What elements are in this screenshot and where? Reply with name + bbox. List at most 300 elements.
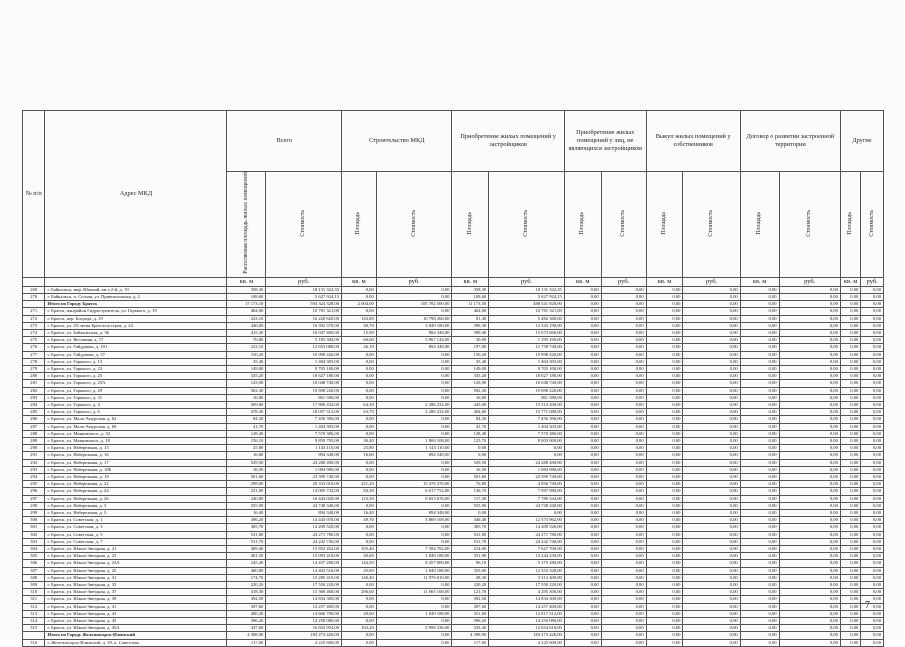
value-cell: 0,00 — [601, 380, 646, 387]
value-cell: 0,00 — [861, 394, 884, 401]
value-cell: 0,00 — [840, 394, 860, 401]
value-cell: 0,00 — [740, 430, 779, 437]
value-cell: 0,00 — [779, 351, 840, 358]
address-cell: г. Братск, ул. Южно-Звездная, д. 39 — [45, 596, 227, 603]
value-cell: 335,20 — [227, 373, 266, 380]
value-cell: 0,00 — [861, 358, 884, 365]
value-cell: 0,00 — [840, 524, 860, 531]
value-cell: 0,00 — [601, 567, 646, 574]
value-cell: 0,00 — [564, 567, 601, 574]
value-cell: 0,00 — [840, 358, 860, 365]
table-row — [23, 618, 884, 625]
value-cell: 15 852 452,00 — [266, 546, 342, 553]
value-cell: 0,00 — [840, 567, 860, 574]
value-cell: 0,00 — [779, 560, 840, 567]
address-cell: г. Братск, ул. Горького, д. 6 — [45, 409, 227, 416]
value-cell: 30,40 — [342, 438, 377, 445]
value-cell: 7 627 700,00 — [489, 546, 565, 553]
value-cell: 0,00 — [840, 301, 860, 308]
value-cell: 149,00 — [452, 365, 489, 372]
value-cell: 346,40 — [452, 517, 489, 524]
value-cell: 11 976 010,00 — [376, 574, 452, 581]
value-cell: 0,00 — [646, 639, 683, 646]
value-cell: 0,00 — [601, 538, 646, 545]
value-cell: 0,00 — [564, 582, 601, 589]
table-row — [23, 430, 884, 437]
table-row — [23, 488, 884, 495]
value-cell: 0,00 — [740, 459, 779, 466]
table-row — [23, 373, 884, 380]
value-cell: 0,00 — [740, 567, 779, 574]
value-cell: 3 967 144,00 — [376, 337, 452, 344]
unit-cell: руб. — [601, 277, 646, 286]
value-cell: 0,00 — [779, 430, 840, 437]
value-cell: 0,00 — [646, 610, 683, 617]
row-number-cell: 303 — [23, 538, 45, 545]
value-cell: 221,20 — [342, 481, 377, 488]
value-cell: 3 869 108,00 — [376, 517, 452, 524]
row-number-cell: 313 — [23, 610, 45, 617]
value-cell: 0,00 — [683, 553, 740, 560]
address-cell: г. Братск, ул. Горького, д. 25А — [45, 380, 227, 387]
value-cell: 15 673 060,00 — [489, 329, 565, 336]
value-cell: 0,00 — [779, 567, 840, 574]
value-cell: 4 225 600,00 — [489, 639, 565, 646]
value-cell: 0,00 — [342, 430, 377, 437]
value-cell: 0,00 — [564, 452, 601, 459]
value-cell: 0,00 — [342, 502, 377, 509]
value-cell: 0,00 — [683, 315, 740, 322]
row-number-cell: 308 — [23, 574, 45, 581]
value-cell: 223,10 — [227, 344, 266, 351]
value-cell: 0,00 — [376, 358, 452, 365]
value-cell: 11 065 168,00 — [376, 589, 452, 596]
value-cell: 0,00 — [840, 582, 860, 589]
value-cell: 0,00 — [840, 625, 860, 632]
value-cell: 0,00 — [840, 553, 860, 560]
value-cell: 0,00 — [683, 582, 740, 589]
value-cell: 0,00 — [779, 416, 840, 423]
value-cell: 0,00 — [601, 632, 646, 639]
value-cell: 0,00 — [646, 322, 683, 329]
value-cell: 0,00 — [840, 308, 860, 315]
value-cell: 0,00 — [376, 466, 452, 473]
value-cell: 0,00 — [342, 351, 377, 358]
value-cell: 0,00 — [861, 553, 884, 560]
value-cell: 0,00 — [564, 618, 601, 625]
value-cell: 0,00 — [601, 510, 646, 517]
value-cell: 12 817 512,00 — [489, 610, 565, 617]
value-cell: 0,00 — [376, 618, 452, 625]
value-cell: 0,00 — [683, 373, 740, 380]
value-cell: 4 956 740,00 — [489, 481, 565, 488]
value-cell: 0,00 — [646, 474, 683, 481]
value-cell: 418,30 — [227, 589, 266, 596]
value-cell: 0,00 — [376, 387, 452, 394]
value-cell: 0,00 — [601, 351, 646, 358]
value-cell: 0,00 — [564, 438, 601, 445]
value-cell: 0,00 — [861, 524, 884, 531]
value-cell: 0,00 — [601, 603, 646, 610]
value-cell: 0,00 — [740, 538, 779, 545]
address-cell: г. Братск, ул. Мало-Амурская, д. 62 — [45, 416, 227, 423]
table-row — [23, 401, 884, 408]
value-cell: 0,00 — [779, 308, 840, 315]
value-cell: 0,00 — [779, 373, 840, 380]
value-cell: 14 437 280,00 — [266, 560, 342, 567]
value-cell: 397,60 — [452, 603, 489, 610]
table-row — [23, 625, 884, 632]
value-cell: 861 580,00 — [266, 394, 342, 401]
value-cell: 14 257 400,00 — [489, 603, 565, 610]
row-number-cell: 315 — [23, 625, 45, 632]
value-cell: 400,80 — [227, 567, 266, 574]
table-row — [23, 560, 884, 567]
value-cell: 0,00 — [646, 632, 683, 639]
value-cell: 0,00 — [601, 553, 646, 560]
value-cell: 0,00 — [740, 329, 779, 336]
value-cell: 0,00 — [840, 466, 860, 473]
row-number-cell: 304 — [23, 546, 45, 553]
value-cell: 220,20 — [227, 582, 266, 589]
value-cell: 0,00 — [861, 380, 884, 387]
value-cell: 0,00 — [840, 538, 860, 545]
value-cell: 0,00 — [779, 474, 840, 481]
value-cell: 84,30 — [452, 416, 489, 423]
value-cell: 0,00 — [740, 502, 779, 509]
value-cell: 401,50 — [227, 553, 266, 560]
row-number-cell: 286 — [23, 416, 45, 423]
value-cell: 531,80 — [227, 531, 266, 538]
value-cell: 0,00 — [683, 524, 740, 531]
value-cell: 0,00 — [840, 481, 860, 488]
value-cell: 0,00 — [601, 481, 646, 488]
address-cell: г. Братск, ул. Набережная, д. 3 — [45, 502, 227, 509]
value-cell: 0,00 — [861, 495, 884, 502]
value-cell: 478,30 — [227, 409, 266, 416]
value-cell: 0,00 — [601, 517, 646, 524]
table-row — [23, 517, 884, 524]
value-cell: 0,00 — [646, 423, 683, 430]
value-cell: 0,00 — [840, 632, 860, 639]
value-cell: 0,00 — [683, 351, 740, 358]
value-cell: 0,00 — [779, 394, 840, 401]
value-cell: 0,00 — [564, 344, 601, 351]
value-cell: 0,00 — [683, 567, 740, 574]
address-cell: г. Братск, ул. Набережная, д. 18 — [45, 474, 227, 481]
value-cell: 0,00 — [683, 301, 740, 308]
value-cell: 0,00 — [840, 373, 860, 380]
value-cell: 0,00 — [683, 474, 740, 481]
value-cell: 0,00 — [779, 488, 840, 495]
value-cell: 0,00 — [861, 488, 884, 495]
address-cell: г. Братск, ул. Набережная, д. 5 — [45, 510, 227, 517]
value-cell: 0,00 — [564, 510, 601, 517]
value-cell: 156,10 — [227, 438, 266, 445]
value-cell: 30,00 — [452, 337, 489, 344]
value-cell: 28,30 — [452, 574, 489, 581]
value-cell: 1 143 110,00 — [266, 445, 342, 452]
table-row — [23, 502, 884, 509]
col-construction-header: Строительство МКД — [342, 111, 452, 172]
value-cell: 0,00 — [376, 394, 452, 401]
value-cell: 0,00 — [376, 596, 452, 603]
value-cell: 8 653 676,00 — [376, 495, 452, 502]
value-cell: 894 348,00 — [376, 344, 452, 351]
value-cell: 2 286 232,00 — [376, 401, 452, 408]
value-cell: 0,00 — [601, 531, 646, 538]
value-cell: 0,00 — [683, 322, 740, 329]
row-number-cell: 297 — [23, 495, 45, 502]
value-cell: 183 273 426,00 — [489, 632, 565, 639]
value-cell: 0,00 — [683, 344, 740, 351]
address-cell: г. Братск, ул. Южно-Звездная, д. 37 — [45, 589, 227, 596]
row-number-cell: 270 — [23, 293, 45, 300]
value-cell: 0,00 — [376, 308, 452, 315]
value-cell: 5 627 924,15 — [266, 293, 342, 300]
value-cell: 1 404 305,00 — [266, 423, 342, 430]
value-cell: 0,00 — [861, 286, 884, 293]
value-cell: 0,00 — [646, 567, 683, 574]
value-cell: 7 570 386,00 — [266, 430, 342, 437]
value-cell: 221,00 — [227, 488, 266, 495]
value-cell: 0,00 — [564, 517, 601, 524]
value-cell: 0,00 — [779, 438, 840, 445]
value-cell: 0,00 — [740, 322, 779, 329]
value-cell: 0,00 — [740, 546, 779, 553]
value-cell: 0,00 — [601, 358, 646, 365]
address-cell: г. Братск, ул. Маяковского, д. 18 — [45, 438, 227, 445]
value-cell: 14 209 520,00 — [266, 524, 342, 531]
value-cell: 0,00 — [840, 502, 860, 509]
unit-cell: руб. — [489, 277, 565, 286]
value-cell: 0,00 — [564, 308, 601, 315]
address-cell: г. Братск, ул. Маяковского, д. 33 — [45, 430, 227, 437]
value-cell: 0,00 — [740, 358, 779, 365]
value-cell: 0,00 — [840, 387, 860, 394]
value-cell: 0,00 — [740, 438, 779, 445]
value-cell: 0,00 — [489, 510, 565, 517]
value-cell: 0,00 — [646, 293, 683, 300]
subheader-area: Площадь — [342, 172, 377, 278]
value-cell: 20 333 016,00 — [266, 481, 342, 488]
value-cell: 7 394 782,00 — [376, 546, 452, 553]
subheader-cost: Стоимость — [683, 172, 740, 278]
value-cell: 0,00 — [452, 510, 489, 517]
value-cell: 1 404 305,00 — [489, 423, 565, 430]
value-cell: 0,00 — [683, 452, 740, 459]
value-cell: 143,90 — [452, 380, 489, 387]
value-cell: 0,00 — [601, 502, 646, 509]
value-cell: 0,00 — [779, 459, 840, 466]
value-cell: 0,00 — [683, 481, 740, 488]
value-cell: 0,00 — [646, 618, 683, 625]
value-cell: 0,00 — [342, 286, 377, 293]
value-cell: 0,00 — [601, 639, 646, 646]
value-cell: 0,00 — [740, 610, 779, 617]
value-cell: 14 402 516,00 — [266, 567, 342, 574]
value-cell: 26,10 — [342, 344, 377, 351]
table-row — [23, 639, 884, 646]
value-cell: 0,00 — [840, 322, 860, 329]
value-cell: 6 017 752,00 — [376, 488, 452, 495]
value-cell: 0,00 — [683, 401, 740, 408]
value-cell: 0,00 — [601, 488, 646, 495]
value-cell: 0,00 — [683, 394, 740, 401]
value-cell: 0,00 — [601, 315, 646, 322]
value-cell: 0,00 — [779, 380, 840, 387]
value-cell: 0,00 — [601, 452, 646, 459]
row-number-cell: 299 — [23, 510, 45, 517]
value-cell: 0,00 — [861, 517, 884, 524]
value-cell: 12 653 088,00 — [266, 344, 342, 351]
value-cell: 0,00 — [646, 409, 683, 416]
value-cell: 0,00 — [861, 574, 884, 581]
value-cell: 3 849 180,00 — [376, 322, 452, 329]
value-cell: 0,00 — [740, 517, 779, 524]
value-cell: 0,00 — [740, 308, 779, 315]
value-cell: 0,00 — [683, 409, 740, 416]
value-cell: 0,00 — [646, 358, 683, 365]
value-cell: 17 550 220,00 — [489, 582, 565, 589]
table-row — [23, 286, 884, 293]
value-cell: 0,00 — [683, 546, 740, 553]
value-cell: 0,00 — [564, 293, 601, 300]
value-cell: 0,00 — [779, 387, 840, 394]
table-row — [23, 301, 884, 308]
value-cell: 0,00 — [564, 301, 601, 308]
address-cell: г. Братск, ул. Весенняя, д. 17 — [45, 337, 227, 344]
value-cell: 14 250 080,00 — [489, 618, 565, 625]
value-cell: 12 543 190,00 — [489, 322, 565, 329]
value-cell: 0,00 — [683, 610, 740, 617]
value-cell: 0,00 — [342, 308, 377, 315]
value-cell: 0,00 — [683, 603, 740, 610]
value-cell: 0,00 — [683, 459, 740, 466]
address-cell: г. Байкальск, мкр. Южный, кв-л 2-й, д. 19 — [45, 286, 227, 293]
value-cell: 0,00 — [646, 481, 683, 488]
value-cell: 0,00 — [342, 387, 377, 394]
value-cell: 0,00 — [779, 322, 840, 329]
value-cell: 501,60 — [452, 474, 489, 481]
value-cell: 0,00 — [646, 625, 683, 632]
subheader-area: Площадь — [840, 172, 860, 278]
address-cell: г. Братск, ул. Южно-Звездная, д. 41 — [45, 603, 227, 610]
table-body — [23, 277, 884, 646]
value-cell: 0,00 — [840, 452, 860, 459]
value-cell: 0,00 — [683, 329, 740, 336]
value-cell: 84,30 — [227, 416, 266, 423]
value-cell: 2 286 232,00 — [376, 409, 452, 416]
value-cell: 12 654 618,00 — [489, 625, 565, 632]
value-cell: 0,00 — [564, 502, 601, 509]
value-cell: 0,00 — [564, 466, 601, 473]
value-cell: 529,50 — [452, 459, 489, 466]
row-number-cell: 306 — [23, 560, 45, 567]
value-cell: 23 399 740,00 — [489, 474, 565, 481]
value-cell: 18 627 180,00 — [489, 373, 565, 380]
table-row — [23, 329, 884, 336]
value-cell: 7 987 980,00 — [489, 488, 565, 495]
value-cell: 0,00 — [564, 574, 601, 581]
table-row — [23, 308, 884, 315]
address-cell: г. Братск, ул. Южно-Звездная, д. 45А — [45, 625, 227, 632]
value-cell: 0,00 — [779, 596, 840, 603]
value-cell: 0,00 — [840, 488, 860, 495]
unit-cell: руб. — [861, 277, 884, 286]
value-cell: 0,00 — [683, 560, 740, 567]
value-cell: 1 869 108,00 — [376, 438, 452, 445]
row-number-cell: 284 — [23, 401, 45, 408]
value-cell: 0,00 — [861, 546, 884, 553]
value-cell: 594 324 328,00 — [266, 301, 342, 308]
subheader-cost: Стоимость — [779, 172, 840, 278]
value-cell: 197,00 — [452, 344, 489, 351]
value-cell: 0,00 — [683, 632, 740, 639]
col-development-contract-header: Договор о развитии застроенной территории — [740, 111, 840, 172]
value-cell: 0,00 — [840, 560, 860, 567]
value-cell: 531,70 — [452, 538, 489, 545]
table-row — [23, 380, 884, 387]
col-total-header: Всего — [227, 111, 342, 172]
value-cell: 16,80 — [227, 394, 266, 401]
value-cell: 5 175 280,00 — [489, 560, 565, 567]
address-cell: г. Братск, ул. Набережная, д. 26 — [45, 495, 227, 502]
value-cell: 396,20 — [227, 517, 266, 524]
row-number-cell: 282 — [23, 387, 45, 394]
value-cell: 0,00 — [861, 596, 884, 603]
address-cell: г. Братск, ул. Набережная, д. 16 — [45, 452, 227, 459]
value-cell: 0,00 — [861, 438, 884, 445]
value-cell: 0,00 — [601, 495, 646, 502]
address-cell: г. Братск, ул. Горького, д. 25 — [45, 373, 227, 380]
units-row — [23, 277, 884, 286]
value-cell: 15 771 080,00 — [489, 409, 565, 416]
value-cell: 0,00 — [779, 315, 840, 322]
value-cell: 0,00 — [646, 445, 683, 452]
value-cell: 0,00 — [646, 495, 683, 502]
table-row — [23, 416, 884, 423]
value-cell: 0,00 — [564, 459, 601, 466]
value-cell: 358,30 — [227, 286, 266, 293]
value-cell: 0,00 — [779, 517, 840, 524]
value-cell: 10 781 321,00 — [266, 308, 342, 315]
value-cell: 335,40 — [452, 625, 489, 632]
value-cell: 0,00 — [601, 301, 646, 308]
value-cell: 0,00 — [342, 538, 377, 545]
table-row — [23, 322, 884, 329]
value-cell: 45,80 — [342, 567, 377, 574]
row-number-cell: 292 — [23, 459, 45, 466]
col-purchase-non-developers-header: Приобретение жилых помещений у лиц, не являющихся застройщиком — [564, 111, 646, 172]
value-cell: 0,00 — [740, 423, 779, 430]
page-number: 7 — [865, 600, 870, 611]
value-cell: 0,00 — [740, 474, 779, 481]
table-row — [23, 387, 884, 394]
row-number-cell: 309 — [23, 582, 45, 589]
value-cell: 1 849 188,00 — [376, 567, 452, 574]
value-cell: 0,00 — [646, 351, 683, 358]
value-cell: 0,00 — [779, 574, 840, 581]
value-cell: 0,00 — [683, 358, 740, 365]
value-cell: 0,00 — [840, 365, 860, 372]
row-number-cell: 291 — [23, 452, 45, 459]
value-cell: 0,00 — [342, 380, 377, 387]
value-cell: 76,80 — [227, 337, 266, 344]
value-cell: 555,90 — [452, 502, 489, 509]
value-cell: 0,00 — [646, 394, 683, 401]
value-cell: 16 392 370,00 — [266, 322, 342, 329]
